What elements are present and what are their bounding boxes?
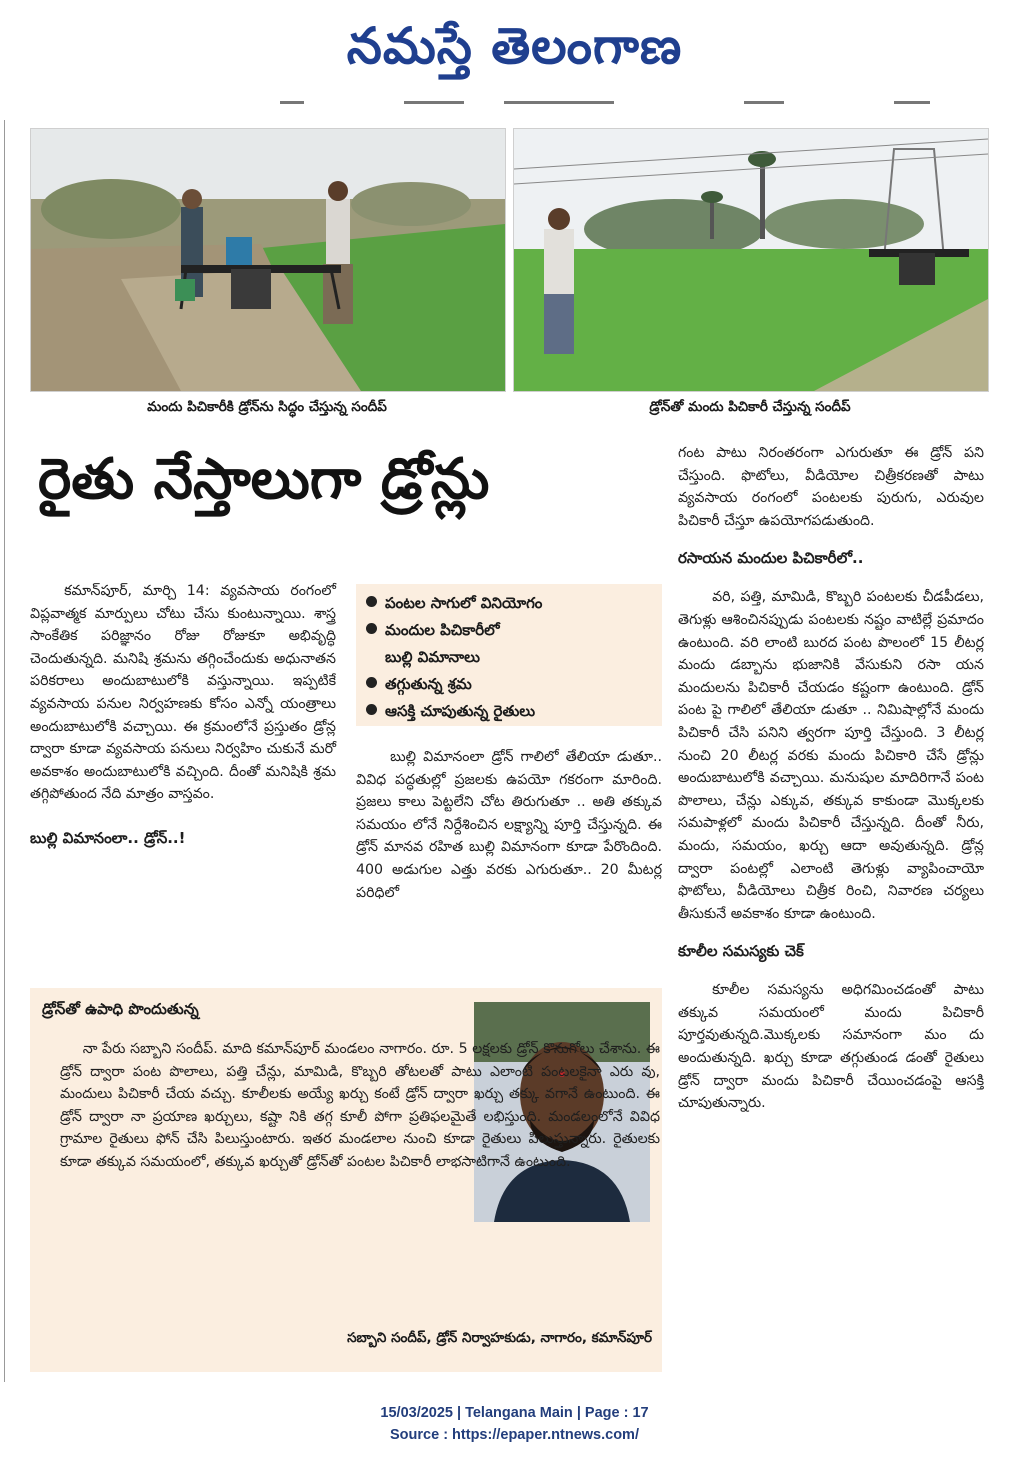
column-left [30, 580, 336, 850]
left-paragraph: కమాన్‌పూర్, మార్చి 14: వ్యవసాయ రంగంలో విప్లవాత్మక మార్పులు చోటు చేసు కుంటున్నాయి. శాస్త్ర సాంకేతిక పరిజ్ఞానం రోజు రోజుకూ అభివృద్ధి చెందుతున్నది. మనిషి శ్రమను తగ్గించేందుకు అధునాతన పరికరాలు అందుబాటులోకి వస్తున్నాయి. ఇప్పటికే వ్యవసాయ పనుల నిర్వహణకు కోసం ఎన్నో యంత్రాలు అందుబాటులోకి వచ్చాయి. ఈ క్రమంలోనే ప్రస్తుతం డ్రోన్ల ద్వారా కూడా వ్యవసాయ పనులు నిర్వహిం చుకునే మరో అవకాశం అందుబాటులోకి వచ్చింది. దీంతో మనిషికి శ్రమ తగ్గిపోతుంద నేది మాత్రం వాస్తవం. [30, 583, 336, 803]
testimonial-box [30, 988, 662, 1372]
bullet-icon [366, 623, 377, 634]
footer [0, 1402, 1029, 1446]
masthead-title: నమస్తే తెలంగాణ [346, 17, 683, 75]
highlight-item: ఆసక్తి చూపుతున్న రైతులు [366, 698, 652, 725]
headline: రైతు నేస్తాలుగా డ్రోన్లు [38, 447, 490, 512]
footer-date-page: 15/03/2025 | Telangana Main | Page : 17 [380, 1405, 649, 1421]
middle-paragraph: బుల్లి విమానంలా డ్రోన్ గాలిలో తేలియా డుతూ.. వివిధ పద్ధతుల్లో ప్రజలకు ఉపయో గకరంగా మారింది. ప్రజలు కాలు పెట్టలేని చోట తిరుగుతూ .. అతి తక్కువ సమయం లోనే నిర్దేశించిన లక్ష్యాన్ని పూర్తి చేస్తున్నది. ఈ డ్రోన్ మానవ రహిత బుల్లి విమానంగా కూడా పేరొందింది. 400 అడుగుల ఎత్తు వరకు ఎగురుతూ.. 20 మీటర్ల పరిధిలో [356, 749, 662, 901]
photo-drone-preparation [30, 128, 506, 392]
right-paragraph-2: వరి, పత్తి, మామిడి, కొబ్బరి పంటలకు చీడపీడలు, తెగుళ్లు ఆశించినప్పుడు పంటలకు నష్టం వాటిల్లే ప్రమాదం ఉంటుంది. వరి లాంటి బురద పంట పొలంలో 15 లీటర్ల మందు డబ్బాను భుజానికి వేసుకుని రసా యన మందులను పిచికారీ చేయడం కష్టంగా ఉంటుంది. డ్రోన్ పంట పై గాలిలో తేలియా డుతూ .. నిమిషాల్లోనే మందు పిచికారీ చేసి పనిని త్వరగా పూర్తి చేస్తుంది. 3 లీటర్ల నుంచి 20 లీటర్ల వరకు మందు పిచికారి చేసే డ్రోన్లు అందుబాటులోకి వచ్చాయి. మనుషుల మాదిరిగానే పంట పొలాలు, చేన్లు ఎక్కువ, తక్కువ కాకుండా మొక్కలకు సమపాళ్లలో మందు పిచికారీ చేస్తున్నది. దీంతో నీరు, మందు, సమయం, ఖర్చు ఆదా అవుతున్నది. డ్రోన్ల ద్వారా పంటల్లో ఎలాంటి తెగుళ్లు వ్యాపించాయో ఫొటోలు, వీడియోలు చిత్రీక రించి, నివారణ చర్యలు తీసుకునే అవకాశం కూడా ఉంటుంది. [678, 589, 984, 922]
highlight-item-continuation: బుల్లి విమానాలు [385, 648, 480, 666]
bullet-icon [366, 704, 377, 715]
highlight-item: తగ్గుతున్న శ్రమ [366, 671, 652, 698]
testimonial-text: నా పేరు సబ్బాని సందీప్. మాది కమాన్‌పూర్ మండలం నాగారం. రూ. 5 లక్షలకు డ్రోన్ కొనుగోలు చేశాను. ఈ డ్రోన్ ద్వారా పంట పొలాలు, పత్తి చేన్లు, మామిడి, కొబ్బరి తోటలతో పాటు ఎలాంటి పంటలకైనా ఎరు వు, మందులు పిచికారీ చేయ వచ్చు. కూలీలకు అయ్యే ఖర్చు కంటే డ్రోన్ ద్వారా ఖర్చు తక్కు వగానే ఉంటుంది. ఈ డ్రోన్ ద్వారా నా ప్రయాణ ఖర్చులు, కష్టా నికి తగ్గ కూలీ పోగా ప్రతిఫలమైతే లభిస్తుంది. మండలంలోనే వివిధ గ్రామాల రైతులు ఫోన్ చేసి పిలుస్తుంటారు. ఇతర మండలాల నుంచి కూడా రైతులు పిలుస్తున్నారు. రైతులకు కూడా తక్కువ సమయంలో, తక్కువ ఖర్చుతో డ్రోన్‌తో పంటల పిచికారీ లాభసాటిగానే ఉంటుంది. [60, 1041, 660, 1170]
column-middle [356, 746, 662, 904]
bullet-icon [366, 677, 377, 688]
right-paragraph-3: కూలీల సమస్యను అధిగమించడంతో పాటు తక్కువ సమయంలో మందు పిచికారీ పూర్తవుతున్నది.మొక్కలకు సమానంగా మం దు అందుతున్నది. ఖర్చు కూడా తగ్గుతుండ డంతో రైతులు డ్రోన్ ద్వారా మందు పిచికారీ చేయించడంపై ఆసక్తి చూపుతున్నారు. [678, 982, 984, 1112]
cut-text-line [0, 100, 1029, 106]
left-subhead: బుల్లి విమానంలా.. డ్రోన్..! [30, 828, 186, 847]
highlights-box [356, 584, 662, 726]
testimonial-signature: సబ్బాని సందీప్, డ్రోన్ నిర్వాహకుడు, నాగారం, కమాన్‌పూర్ [347, 1330, 652, 1346]
highlight-item: మందుల పిచికారీలో [366, 617, 652, 644]
bullet-icon [366, 596, 377, 607]
right-paragraph-top: గంట పాటు నిరంతరంగా ఎగురుతూ ఈ డ్రోన్ పని చేస్తుంది. ఫొటోలు, వీడియోల చిత్రీకరణతో పాటు వ్యవసాయ రంగంలో పంటలకు పురుగు, ఎరువుల పిచికారీ చేస్తూ ఉపయోగపడుతుంది. [678, 445, 984, 529]
highlight-item: పంటల సాగులో వినియోగం [366, 590, 652, 617]
photo-caption-1: మందు పిచికారీకి డ్రోన్‌ను సిద్ధం చేస్తున్న సందీప్ [147, 399, 387, 415]
photo-caption-2: డ్రోన్‌తో మందు పిచికారీ చేస్తున్న సందీప్ [649, 399, 851, 415]
right-subhead-1: రసాయన మందుల పిచికారీలో.. [678, 549, 864, 568]
photo-drone-spraying [513, 128, 989, 392]
column-rule [4, 120, 5, 1382]
right-subhead-2: కూలీల సమస్యకు చెక్ [678, 942, 804, 961]
footer-source-link[interactable]: Source : https://epaper.ntnews.com/ [390, 1427, 639, 1443]
testimonial-title: డ్రోన్‌తో ఉపాధి పొందుతున్న [42, 1000, 199, 1018]
column-right [678, 442, 984, 1115]
